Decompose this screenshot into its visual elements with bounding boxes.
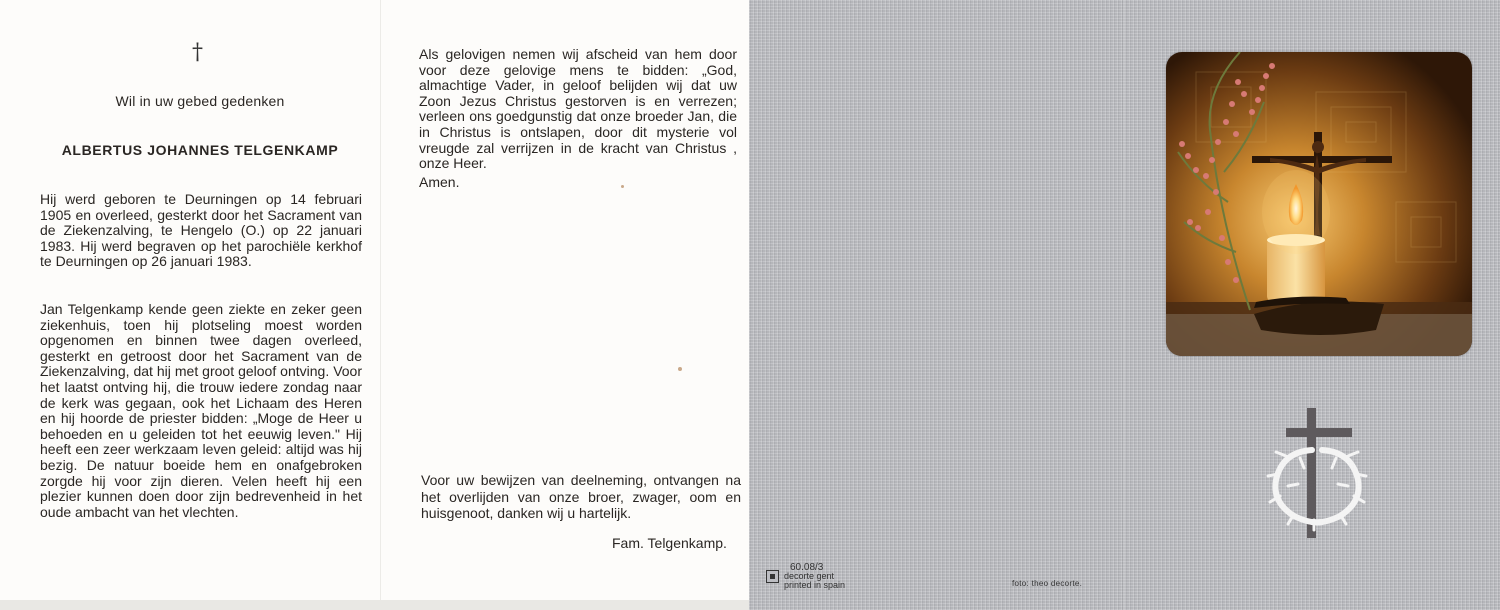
cross-crown-of-thorns-icon: [1266, 408, 1372, 545]
thanks-text: Voor uw bewijzen van deelneming, ontvangen na het overlijden van onze broer, zwager, oom en huisgenoot, danken wij u hartelijk.: [421, 472, 741, 521]
deceased-name: ALBERTUS JOHANNES TELGENKAMP: [61, 142, 339, 158]
life-story-paragraph: Jan Telgenkamp kende geen ziekte en zeker geen ziekenhuis, toen hij plotseling moest worden opgenomen en binnen twee dagen overleed, gesterkt en getroost door het Sacrament van de Ziekenzalving, dat hij met groot geloof ontving. Voor het laatst ontving hij, die trouw iedere zondag naar de kerk was gegaan, ook het Lichaam des Heren en hij hoorde de priester bidden: „Moge de Heer u behoeden en u geleiden tot het eeuwig leven." Hij heeft een zeer werkzaam leven geleid: altijd was hij bezig. De natuur boeide hem en onafgebroken zorgde hij voor zijn dieren. Velen heeft hij een plezier kunnen doen door zijn bedrevenheid in het oude ambacht van het vlechten.: [40, 301, 362, 520]
candle-crucifix-photo: [1166, 52, 1472, 356]
printer-logo-icon: [766, 570, 779, 583]
paper-speck: [621, 185, 624, 188]
cover-fold-line: [1122, 0, 1126, 610]
prayer-text: Als gelovigen nemen wij afscheid van hem door voor deze gelovige mens te bidden: „God, almachtige Vader, in geloof belijden wij dat uw Zoon Jezus Christus gestorven is en verrezen; verleen ons goedgunstig dat onze broeder Jan, die in Christus is ontslapen, door dit mysterie vol vreugde zal verrijzen in de kracht van Christus , onze Heer.: [419, 46, 737, 172]
biography-paragraph: Hij werd geboren te Deurningen op 14 februari 1905 en overleed, gesterkt door het Sacrament van de Ziekenzalving, te Hengelo (O.) op 22 januari 1983. Hij werd begraven op het parochiële kerkhof te Deurningen op 26 januari 1983.: [40, 191, 362, 270]
intro-line: Wil in uw gebed gedenken: [115, 93, 285, 109]
dagger-cross-icon: †: [192, 40, 203, 65]
family-signature: Fam. Telgenkamp.: [612, 535, 727, 551]
print-code: 60.08/3: [790, 562, 824, 573]
card-bottom-edge: [0, 600, 749, 610]
left-inner-panel: [0, 0, 381, 600]
photo-credit: foto: theo decorte.: [1012, 579, 1083, 588]
prayer-amen: Amen.: [419, 174, 460, 190]
printer-origin: printed in spain: [784, 580, 846, 590]
printer-info: [784, 563, 845, 590]
printer-name: decorte gent: [784, 571, 835, 581]
paper-speck: [678, 367, 682, 371]
